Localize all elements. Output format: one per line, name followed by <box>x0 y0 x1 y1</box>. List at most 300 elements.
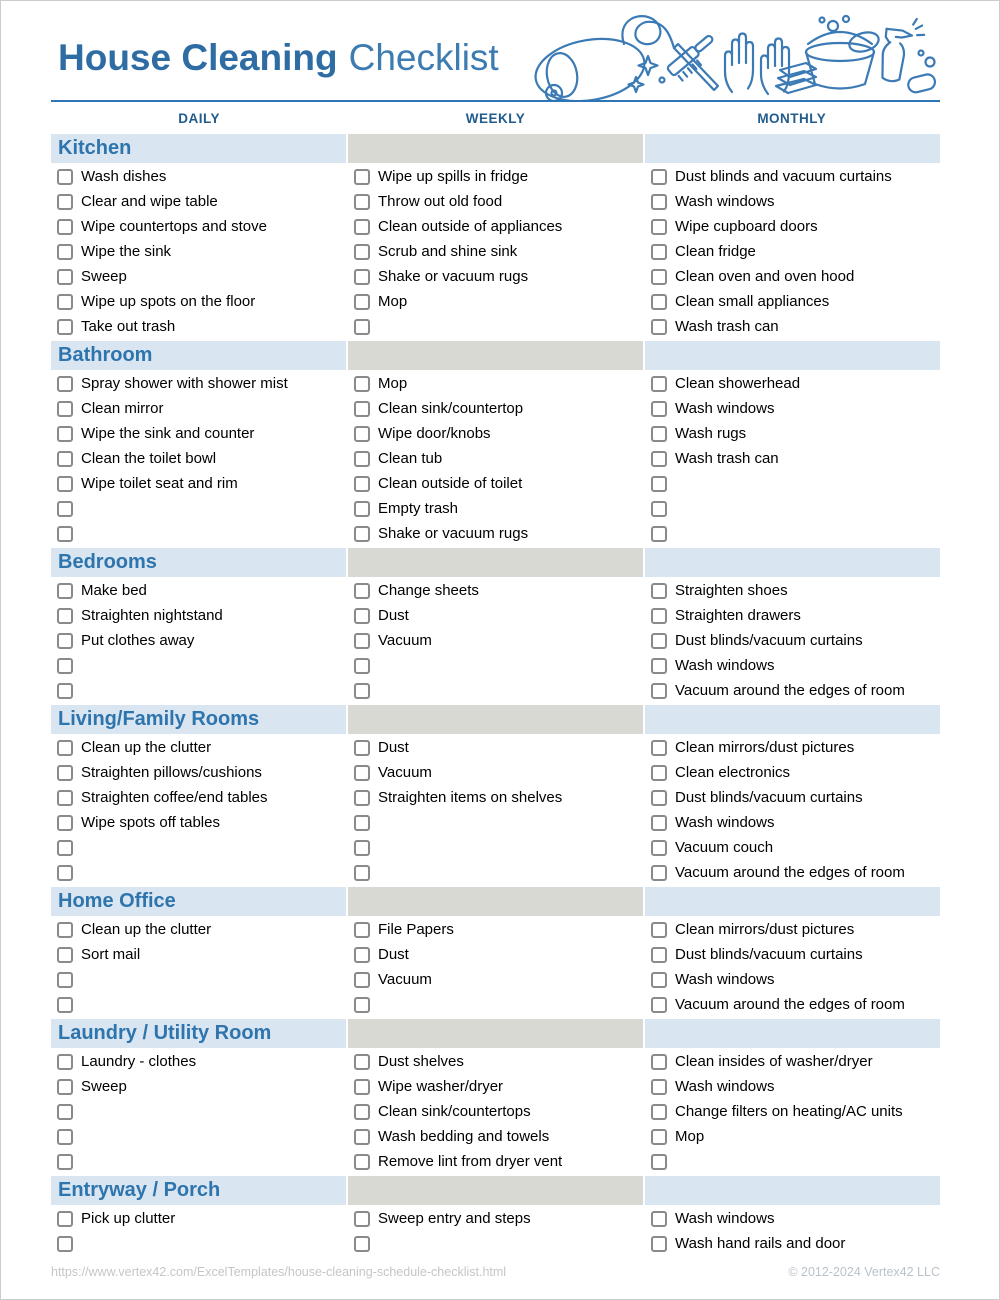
checkbox[interactable] <box>57 922 73 938</box>
task-label: Clean insides of washer/dryer <box>675 1053 873 1070</box>
section-band-cell-daily <box>51 1176 346 1205</box>
task-label: Clean up the clutter <box>81 921 212 938</box>
checkbox[interactable] <box>651 972 667 988</box>
task-label: Wash windows <box>675 657 775 674</box>
task-row <box>51 289 940 314</box>
section-title: Living/Family Rooms <box>58 707 260 730</box>
task-cell-daily <box>51 371 346 396</box>
task-cell-daily <box>51 1149 346 1174</box>
checkbox[interactable] <box>354 1104 370 1120</box>
task-label: Clean small appliances <box>675 293 830 310</box>
checkbox[interactable] <box>651 294 667 310</box>
checkbox[interactable] <box>57 1079 73 1095</box>
task-cell-weekly <box>348 678 643 703</box>
task-label: Vacuum <box>378 971 432 988</box>
checkbox[interactable] <box>57 972 73 988</box>
checkbox[interactable] <box>354 1154 370 1170</box>
task-cell-monthly <box>645 371 940 396</box>
task-cell-daily <box>51 1231 346 1256</box>
checkbox[interactable] <box>354 1079 370 1095</box>
checkbox[interactable] <box>57 1054 73 1070</box>
task-cell-daily <box>51 239 346 264</box>
task-label: Throw out old food <box>378 193 503 210</box>
checkbox[interactable] <box>651 1104 667 1120</box>
task-label: Sweep <box>81 1078 127 1095</box>
checkbox[interactable] <box>354 790 370 806</box>
task-label: Straighten coffee/end tables <box>81 789 268 806</box>
task-cell-monthly <box>645 785 940 810</box>
checkbox[interactable] <box>354 451 370 467</box>
checkbox[interactable] <box>354 658 370 674</box>
footer-url[interactable]: https://www.vertex42.com/ExcelTemplates/house-cleaning-schedule-checklist.html <box>51 1265 507 1279</box>
checkbox[interactable] <box>57 401 73 417</box>
task-label: Straighten nightstand <box>81 607 223 624</box>
task-cell-weekly <box>348 521 643 546</box>
checkbox[interactable] <box>57 219 73 235</box>
task-cell-daily <box>51 164 346 189</box>
checkbox[interactable] <box>651 790 667 806</box>
task-label: Empty trash <box>378 500 459 517</box>
task-label: Laundry - clothes <box>81 1053 197 1070</box>
task-cell-daily <box>51 678 346 703</box>
task-row <box>51 1099 940 1124</box>
task-cell-monthly <box>645 1124 940 1149</box>
checkbox[interactable] <box>57 1154 73 1170</box>
task-cell-daily <box>51 942 346 967</box>
section-band-cell-daily <box>51 887 346 916</box>
task-label: Straighten drawers <box>675 607 801 624</box>
checkbox[interactable] <box>354 526 370 542</box>
checkbox[interactable] <box>57 840 73 856</box>
task-cell-weekly <box>348 214 643 239</box>
task-label: Wash windows <box>675 1210 775 1227</box>
task-label: Wipe cupboard doors <box>675 218 818 235</box>
checkbox[interactable] <box>354 1129 370 1145</box>
section-band-cell-daily <box>51 1019 346 1048</box>
checkbox[interactable] <box>57 476 73 492</box>
task-cell-daily <box>51 521 346 546</box>
task-cell-monthly <box>645 1149 940 1174</box>
section-band-cell-monthly <box>645 134 940 163</box>
task-label: Mop <box>675 1128 705 1145</box>
section-title: Entryway / Porch <box>58 1178 221 1201</box>
checkbox[interactable] <box>354 683 370 699</box>
task-cell-daily <box>51 810 346 835</box>
checkbox[interactable] <box>354 269 370 285</box>
task-label: Vacuum around the edges of room <box>675 682 905 699</box>
task-row <box>51 735 940 760</box>
checkbox[interactable] <box>57 683 73 699</box>
checkbox[interactable] <box>57 194 73 210</box>
task-label: Clean mirrors/dust pictures <box>675 921 855 938</box>
checkbox[interactable] <box>57 765 73 781</box>
checkbox[interactable] <box>354 376 370 392</box>
task-label: Vacuum around the edges of room <box>675 996 905 1013</box>
task-label: Clean outside of toilet <box>378 475 523 492</box>
task-cell-monthly <box>645 628 940 653</box>
title-sub: Checklist <box>348 37 499 78</box>
task-label: Clean showerhead <box>675 375 801 392</box>
checkbox[interactable] <box>651 426 667 442</box>
task-label: Wash dishes <box>81 168 167 185</box>
column-header-daily: DAILY <box>178 111 221 126</box>
checkbox[interactable] <box>651 633 667 649</box>
task-cell-weekly <box>348 603 643 628</box>
task-cell-daily <box>51 471 346 496</box>
vacuum-cleaner-icon <box>531 16 718 100</box>
section-header-row <box>51 341 940 370</box>
task-row <box>51 314 940 339</box>
checkbox[interactable] <box>651 583 667 599</box>
checkbox[interactable] <box>651 658 667 674</box>
checkbox[interactable] <box>651 740 667 756</box>
checkbox[interactable] <box>651 169 667 185</box>
task-row <box>51 942 940 967</box>
task-row <box>51 214 940 239</box>
task-cell-monthly <box>645 446 940 471</box>
task-cell-monthly <box>645 942 940 967</box>
column-headers <box>51 102 940 132</box>
task-cell-weekly <box>348 1231 643 1256</box>
section-band-cell-daily <box>51 705 346 734</box>
checkbox[interactable] <box>354 169 370 185</box>
task-row <box>51 578 940 603</box>
task-row <box>51 678 940 703</box>
task-label: Wipe up spots on the floor <box>81 293 256 310</box>
task-row <box>51 810 940 835</box>
task-cell-daily <box>51 967 346 992</box>
checkbox[interactable] <box>651 319 667 335</box>
task-cell-daily <box>51 603 346 628</box>
checkbox[interactable] <box>57 244 73 260</box>
section-band-cell-weekly <box>348 1176 643 1205</box>
checkbox[interactable] <box>651 997 667 1013</box>
task-cell-weekly <box>348 396 643 421</box>
checkbox[interactable] <box>354 972 370 988</box>
section-band-cell-monthly <box>645 1176 940 1205</box>
checkbox[interactable] <box>651 219 667 235</box>
task-label: Wipe toilet seat and rim <box>81 475 238 492</box>
task-row <box>51 653 940 678</box>
task-row <box>51 1074 940 1099</box>
section-band-cell-monthly <box>645 1019 940 1048</box>
checkbox[interactable] <box>651 451 667 467</box>
checkbox[interactable] <box>354 947 370 963</box>
task-cell-monthly <box>645 214 940 239</box>
checkbox[interactable] <box>651 1211 667 1227</box>
section-band-cell-daily <box>51 134 346 163</box>
checkbox[interactable] <box>57 294 73 310</box>
task-cell-monthly <box>645 1231 940 1256</box>
task-cell-daily <box>51 214 346 239</box>
task-cell-monthly <box>645 603 940 628</box>
task-label: Clean fridge <box>675 243 756 260</box>
checkbox[interactable] <box>354 740 370 756</box>
checkbox[interactable] <box>57 658 73 674</box>
checkbox[interactable] <box>354 401 370 417</box>
task-cell-monthly <box>645 421 940 446</box>
task-label: Wash bedding and towels <box>378 1128 550 1145</box>
task-cell-daily <box>51 289 346 314</box>
task-cell-weekly <box>348 992 643 1017</box>
checkbox[interactable] <box>354 583 370 599</box>
task-label: Change filters on heating/AC units <box>675 1103 903 1120</box>
task-label: Mop <box>378 293 408 310</box>
task-cell-weekly <box>348 239 643 264</box>
checkbox[interactable] <box>57 169 73 185</box>
task-cell-monthly <box>645 967 940 992</box>
task-cell-weekly <box>348 371 643 396</box>
section-band-cell-daily <box>51 548 346 577</box>
task-cell-monthly <box>645 860 940 885</box>
task-row <box>51 967 940 992</box>
task-cell-daily <box>51 735 346 760</box>
task-cell-monthly <box>645 189 940 214</box>
checkbox[interactable] <box>651 608 667 624</box>
task-cell-daily <box>51 578 346 603</box>
task-label: Dust <box>378 946 409 963</box>
checkbox[interactable] <box>354 244 370 260</box>
task-cell-monthly <box>645 1074 940 1099</box>
checkbox[interactable] <box>651 922 667 938</box>
task-row <box>51 496 940 521</box>
task-label: Put clothes away <box>81 632 195 649</box>
checkbox[interactable] <box>57 608 73 624</box>
checkbox[interactable] <box>354 294 370 310</box>
task-label: Sort mail <box>81 946 141 963</box>
checkbox[interactable] <box>651 1236 667 1252</box>
task-label: Wipe washer/dryer <box>378 1078 504 1095</box>
footer-copyright: © 2012-2024 Vertex42 LLC <box>788 1265 940 1279</box>
task-cell-monthly <box>645 239 940 264</box>
task-cell-weekly <box>348 189 643 214</box>
checkbox[interactable] <box>651 501 667 517</box>
checkbox[interactable] <box>651 683 667 699</box>
task-cell-monthly <box>645 917 940 942</box>
task-row <box>51 164 940 189</box>
task-label: Wash windows <box>675 971 775 988</box>
task-label: Wipe up spills in fridge <box>378 168 529 185</box>
task-cell-daily <box>51 760 346 785</box>
section-title: Home Office <box>58 889 176 912</box>
task-cell-weekly <box>348 835 643 860</box>
checkbox[interactable] <box>354 840 370 856</box>
cleaning-illustration <box>528 14 940 100</box>
task-label: Clear and wipe table <box>81 193 218 210</box>
checkbox[interactable] <box>354 997 370 1013</box>
checkbox[interactable] <box>651 1154 667 1170</box>
task-label: Straighten pillows/cushions <box>81 764 262 781</box>
checkbox[interactable] <box>354 865 370 881</box>
task-label: Clean mirrors/dust pictures <box>675 739 855 756</box>
task-label: Take out trash <box>81 318 176 335</box>
title-main: House Cleaning <box>58 37 338 78</box>
task-label: Wash trash can <box>675 318 779 335</box>
checkbox[interactable] <box>354 219 370 235</box>
task-row <box>51 1049 940 1074</box>
task-row <box>51 628 940 653</box>
checkbox[interactable] <box>354 501 370 517</box>
checkbox[interactable] <box>57 997 73 1013</box>
task-cell-weekly <box>348 1149 643 1174</box>
checklist-body <box>51 134 940 1256</box>
task-label: Dust shelves <box>378 1053 464 1070</box>
checkbox[interactable] <box>57 501 73 517</box>
section-band-cell-weekly <box>348 341 643 370</box>
checkbox[interactable] <box>354 765 370 781</box>
checkbox[interactable] <box>354 476 370 492</box>
checkbox[interactable] <box>354 426 370 442</box>
checkbox[interactable] <box>651 244 667 260</box>
task-cell-weekly <box>348 471 643 496</box>
task-cell-daily <box>51 1124 346 1149</box>
checkbox[interactable] <box>57 583 73 599</box>
checkbox[interactable] <box>57 947 73 963</box>
task-cell-daily <box>51 917 346 942</box>
section-header-row <box>51 1176 940 1205</box>
checkbox[interactable] <box>651 476 667 492</box>
task-cell-monthly <box>645 578 940 603</box>
task-label: Wash trash can <box>675 450 779 467</box>
task-label: Vacuum around the edges of room <box>675 864 905 881</box>
checkbox[interactable] <box>57 319 73 335</box>
task-label: Wipe countertops and stove <box>81 218 267 235</box>
task-label: Change sheets <box>378 582 479 599</box>
checkbox[interactable] <box>651 765 667 781</box>
checkbox[interactable] <box>57 269 73 285</box>
task-row <box>51 1231 940 1256</box>
section-header-row <box>51 134 940 163</box>
task-row <box>51 1206 940 1231</box>
checkbox[interactable] <box>57 376 73 392</box>
checkbox[interactable] <box>57 451 73 467</box>
checkbox[interactable] <box>651 1054 667 1070</box>
section-band-cell-monthly <box>645 548 940 577</box>
checkbox[interactable] <box>57 1104 73 1120</box>
checkbox[interactable] <box>57 1129 73 1145</box>
section-band-cell-weekly <box>348 548 643 577</box>
checkbox[interactable] <box>651 376 667 392</box>
checkbox[interactable] <box>57 426 73 442</box>
checkbox[interactable] <box>651 865 667 881</box>
task-label: Pick up clutter <box>81 1210 176 1227</box>
task-cell-weekly <box>348 314 643 339</box>
task-label: Remove lint from dryer vent <box>378 1153 563 1170</box>
task-cell-weekly <box>348 421 643 446</box>
task-cell-monthly <box>645 521 940 546</box>
task-cell-weekly <box>348 1124 643 1149</box>
task-cell-monthly <box>645 264 940 289</box>
task-label: Wash windows <box>675 400 775 417</box>
checkbox[interactable] <box>354 194 370 210</box>
task-label: Spray shower with shower mist <box>81 375 288 392</box>
section-title: Bedrooms <box>58 550 157 573</box>
task-label: Wash rugs <box>675 425 747 442</box>
checkbox[interactable] <box>354 1054 370 1070</box>
checkbox[interactable] <box>354 319 370 335</box>
checkbox[interactable] <box>354 608 370 624</box>
checkbox[interactable] <box>57 633 73 649</box>
task-cell-daily <box>51 189 346 214</box>
task-label: Make bed <box>81 582 147 599</box>
checkbox[interactable] <box>651 1129 667 1145</box>
task-cell-daily <box>51 496 346 521</box>
checkbox[interactable] <box>651 840 667 856</box>
task-cell-monthly <box>645 1206 940 1231</box>
task-row <box>51 471 940 496</box>
task-row <box>51 264 940 289</box>
sponge-icon <box>907 51 937 94</box>
task-cell-daily <box>51 992 346 1017</box>
checkbox[interactable] <box>57 1236 73 1252</box>
task-label: Wash windows <box>675 193 775 210</box>
column-header-weekly: WEEKLY <box>465 111 526 126</box>
checkbox[interactable] <box>651 526 667 542</box>
spray-bottle-icon <box>880 16 926 84</box>
checkbox[interactable] <box>57 1211 73 1227</box>
checkbox[interactable] <box>354 922 370 938</box>
checkbox[interactable] <box>57 815 73 831</box>
checkbox[interactable] <box>651 401 667 417</box>
task-cell-daily <box>51 860 346 885</box>
section-band-cell-weekly <box>348 887 643 916</box>
task-label: Straighten shoes <box>675 582 788 599</box>
checkbox[interactable] <box>354 1236 370 1252</box>
task-row <box>51 396 940 421</box>
task-row <box>51 521 940 546</box>
task-cell-weekly <box>348 578 643 603</box>
task-cell-daily <box>51 785 346 810</box>
scrub-brush-icon <box>667 33 721 83</box>
task-cell-weekly <box>348 446 643 471</box>
checkbox[interactable] <box>651 947 667 963</box>
checkbox[interactable] <box>57 526 73 542</box>
task-row <box>51 917 940 942</box>
section-band-cell-weekly <box>348 705 643 734</box>
task-label: Wash hand rails and door <box>675 1235 846 1252</box>
task-label: Dust blinds/vacuum curtains <box>675 789 863 806</box>
task-cell-daily <box>51 1206 346 1231</box>
checkbox[interactable] <box>354 1211 370 1227</box>
task-row <box>51 760 940 785</box>
checkbox[interactable] <box>57 865 73 881</box>
checkbox[interactable] <box>354 815 370 831</box>
checkbox[interactable] <box>651 269 667 285</box>
task-label: File Papers <box>378 921 454 938</box>
task-row <box>51 860 940 885</box>
checkbox[interactable] <box>354 633 370 649</box>
checkbox[interactable] <box>651 815 667 831</box>
checkbox[interactable] <box>651 194 667 210</box>
checkbox[interactable] <box>57 740 73 756</box>
task-cell-daily <box>51 446 346 471</box>
task-row <box>51 835 940 860</box>
task-label: Mop <box>378 375 408 392</box>
checkbox[interactable] <box>57 790 73 806</box>
checkbox[interactable] <box>651 1079 667 1095</box>
task-label: Clean mirror <box>81 400 164 417</box>
section-band-cell-daily <box>51 341 346 370</box>
task-cell-weekly <box>348 1049 643 1074</box>
task-cell-weekly <box>348 164 643 189</box>
task-label: Clean up the clutter <box>81 739 212 756</box>
task-cell-weekly <box>348 653 643 678</box>
task-cell-weekly <box>348 942 643 967</box>
task-row <box>51 1149 940 1174</box>
task-label: Clean outside of appliances <box>378 218 563 235</box>
task-label: Dust <box>378 607 409 624</box>
task-label: Wash windows <box>675 814 775 831</box>
